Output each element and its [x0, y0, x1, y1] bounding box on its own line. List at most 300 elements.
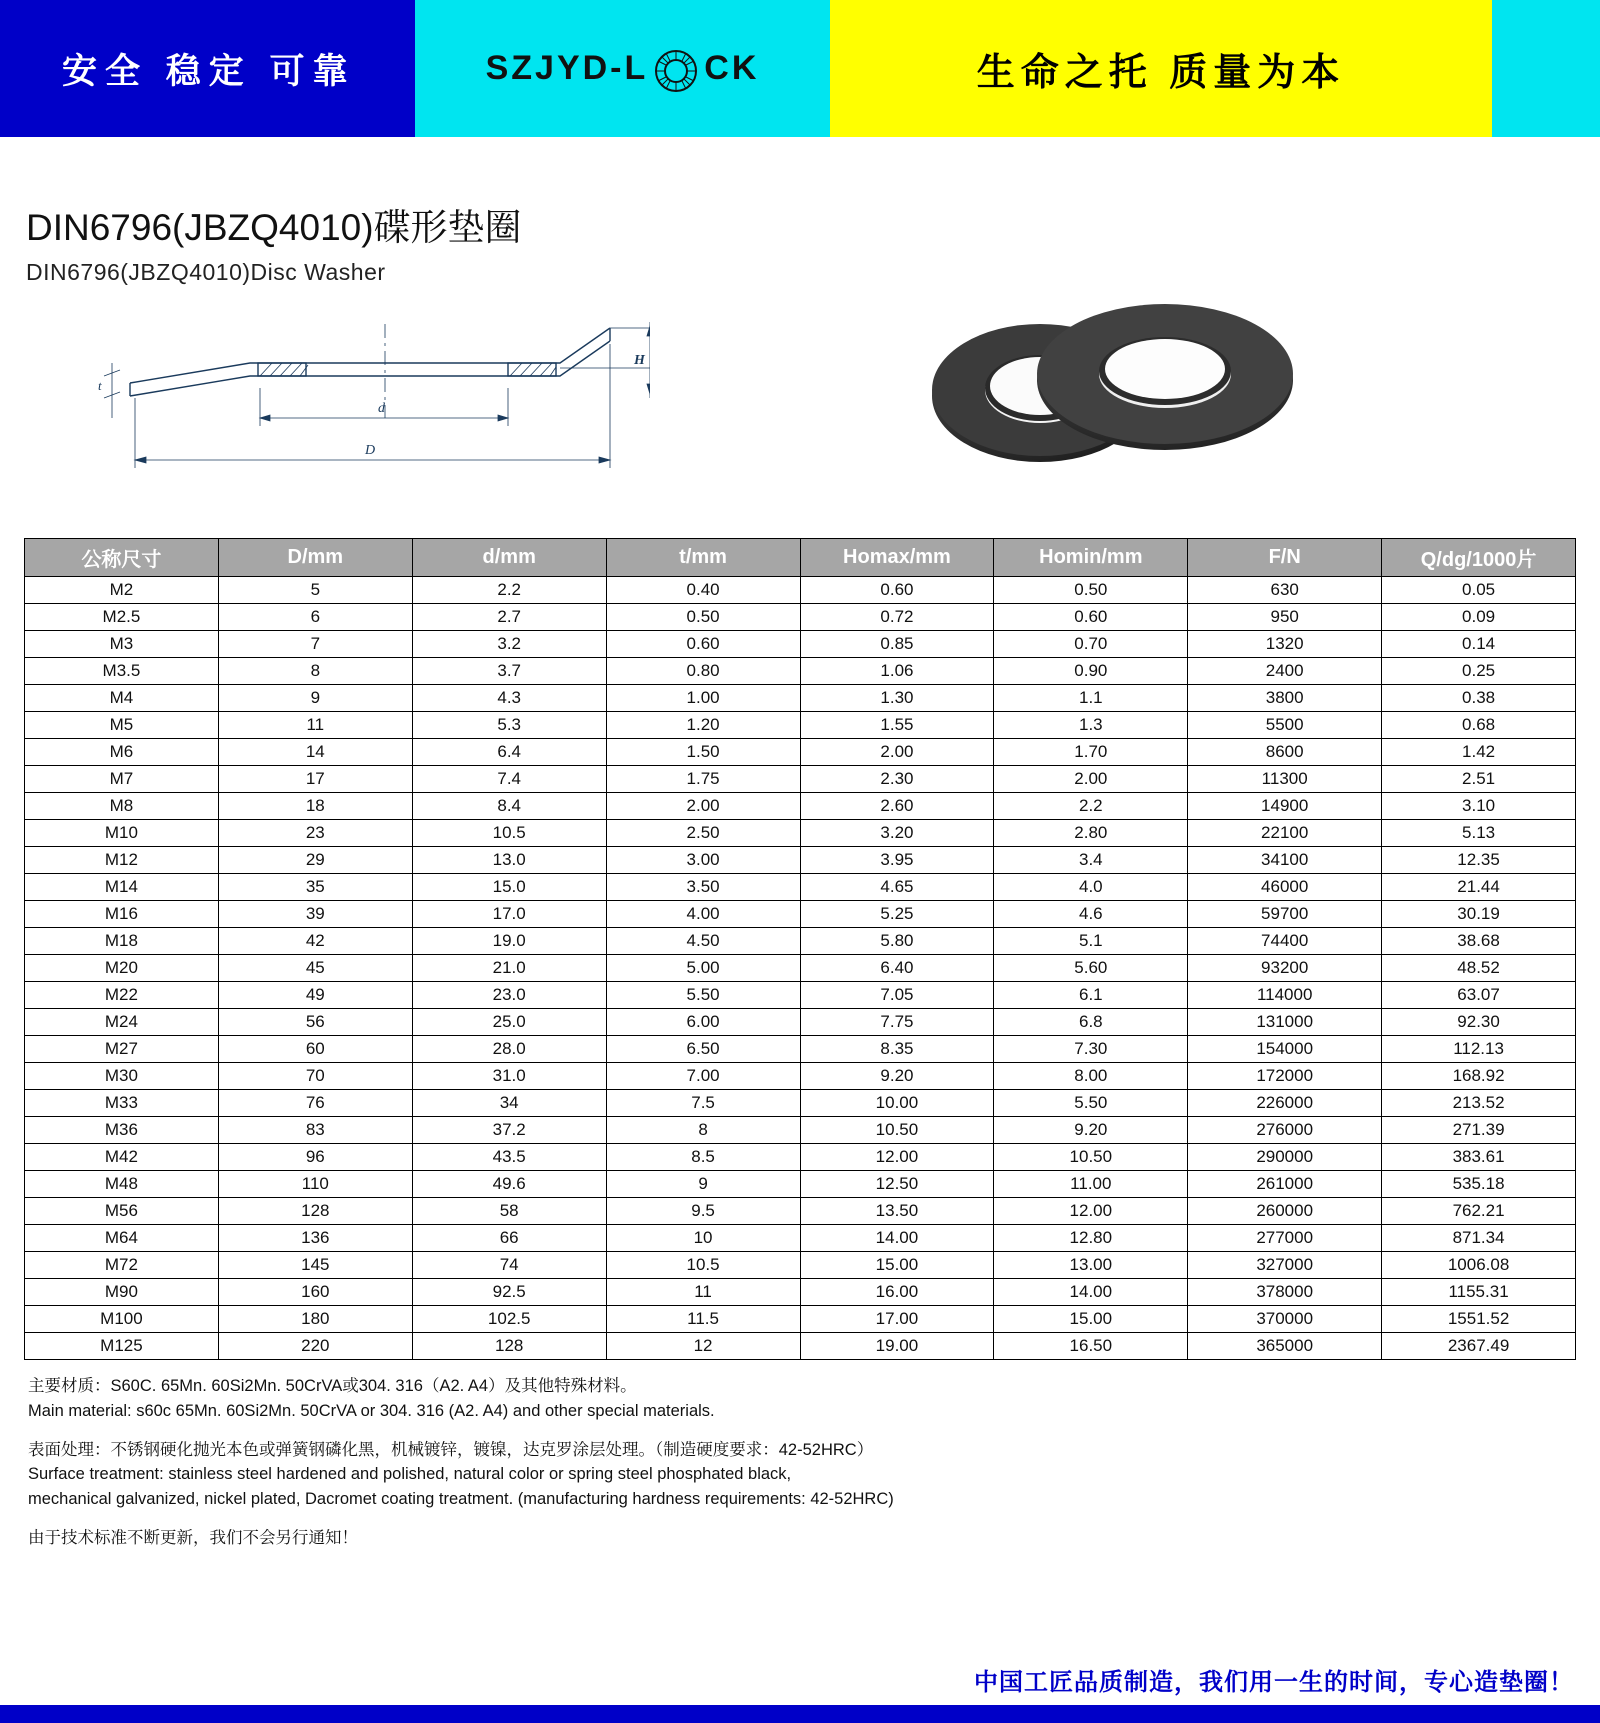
- table-cell: 3.50: [606, 874, 800, 901]
- table-row: [25, 766, 1576, 793]
- table-row: [25, 1225, 1576, 1252]
- table-cell: 39: [218, 901, 412, 928]
- table-cell: 74: [412, 1252, 606, 1279]
- table-cell: 59700: [1188, 901, 1382, 928]
- table-row: [25, 1117, 1576, 1144]
- table-cell: 2400: [1188, 658, 1382, 685]
- table-cell: 8: [606, 1117, 800, 1144]
- table-cell: 5.00: [606, 955, 800, 982]
- svg-text:d: d: [378, 401, 385, 416]
- table-cell: 0.25: [1382, 658, 1576, 685]
- table-cell: 56: [218, 1009, 412, 1036]
- table-cell: 17.00: [800, 1306, 994, 1333]
- table-header-row: [25, 539, 1576, 577]
- table-cell: 37.2: [412, 1117, 606, 1144]
- table-cell: 8.00: [994, 1063, 1188, 1090]
- table-cell: 7.75: [800, 1009, 994, 1036]
- table-cell: 34100: [1188, 847, 1382, 874]
- table-cell: 180: [218, 1306, 412, 1333]
- table-row: [25, 577, 1576, 604]
- table-cell: 2.2: [994, 793, 1188, 820]
- table-cell: 128: [412, 1333, 606, 1360]
- table-cell: 74400: [1188, 928, 1382, 955]
- table-cell: 2.60: [800, 793, 994, 820]
- table-cell: 4.6: [994, 901, 1188, 928]
- table-cell: 30.19: [1382, 901, 1576, 928]
- table-cell: 370000: [1188, 1306, 1382, 1333]
- table-cell: 2.2: [412, 577, 606, 604]
- table-cell: 2.30: [800, 766, 994, 793]
- table-row: [25, 685, 1576, 712]
- table-cell: 131000: [1188, 1009, 1382, 1036]
- table-cell: 12.50: [800, 1171, 994, 1198]
- table-cell: 13.50: [800, 1198, 994, 1225]
- table-cell: 290000: [1188, 1144, 1382, 1171]
- table-cell: 3.10: [1382, 793, 1576, 820]
- table-cell: 35: [218, 874, 412, 901]
- table-cell: 5.25: [800, 901, 994, 928]
- table-cell: 23.0: [412, 982, 606, 1009]
- table-row: [25, 1036, 1576, 1063]
- table-cell: 0.60: [606, 631, 800, 658]
- table-cell: 6.8: [994, 1009, 1188, 1036]
- table-cell: M24: [25, 1009, 219, 1036]
- table-cell: 13.0: [412, 847, 606, 874]
- table-cell: 9.20: [800, 1063, 994, 1090]
- table-cell: 7.4: [412, 766, 606, 793]
- table-cell: 1.06: [800, 658, 994, 685]
- svg-text:H: H: [634, 353, 645, 368]
- table-cell: 7.30: [994, 1036, 1188, 1063]
- table-cell: 25.0: [412, 1009, 606, 1036]
- table-cell: 5.50: [606, 982, 800, 1009]
- table-cell: 276000: [1188, 1117, 1382, 1144]
- svg-text:t: t: [98, 378, 102, 393]
- table-cell: 1.30: [800, 685, 994, 712]
- spec-table: [24, 538, 1576, 1360]
- table-cell: 0.70: [994, 631, 1188, 658]
- table-row: [25, 793, 1576, 820]
- table-cell: 1.1: [994, 685, 1188, 712]
- table-cell: 4.50: [606, 928, 800, 955]
- table-cell: 226000: [1188, 1090, 1382, 1117]
- table-cell: 0.60: [994, 604, 1188, 631]
- update-note: 由于技术标准不断更新，我们不会另行通知！: [28, 1528, 358, 1547]
- table-cell: M27: [25, 1036, 219, 1063]
- svg-text:D: D: [365, 443, 376, 458]
- banner-left-panel: [0, 0, 415, 137]
- table-cell: 21.44: [1382, 874, 1576, 901]
- table-row: [25, 1009, 1576, 1036]
- logo-text-part2: CK: [704, 49, 760, 87]
- table-cell: 6.00: [606, 1009, 800, 1036]
- column-header-homin: Homin/mm: [994, 539, 1188, 577]
- table-cell: M33: [25, 1090, 219, 1117]
- table-cell: M10: [25, 820, 219, 847]
- table-cell: 114000: [1188, 982, 1382, 1009]
- table-cell: 6.4: [412, 739, 606, 766]
- table-cell: 0.85: [800, 631, 994, 658]
- table-row: [25, 955, 1576, 982]
- table-cell: 136: [218, 1225, 412, 1252]
- table-cell: 18: [218, 793, 412, 820]
- table-cell: 154000: [1188, 1036, 1382, 1063]
- column-header-size: 公称尺寸: [25, 539, 219, 577]
- table-cell: 6.1: [994, 982, 1188, 1009]
- table-cell: 950: [1188, 604, 1382, 631]
- table-row: [25, 874, 1576, 901]
- table-row: [25, 901, 1576, 928]
- table-cell: 168.92: [1382, 1063, 1576, 1090]
- table-cell: 7.05: [800, 982, 994, 1009]
- table-cell: 46000: [1188, 874, 1382, 901]
- table-cell: 5.50: [994, 1090, 1188, 1117]
- table-cell: 16.00: [800, 1279, 994, 1306]
- table-cell: M22: [25, 982, 219, 1009]
- table-row: [25, 658, 1576, 685]
- table-cell: 220: [218, 1333, 412, 1360]
- table-cell: 0.90: [994, 658, 1188, 685]
- table-cell: 1551.52: [1382, 1306, 1576, 1333]
- table-cell: 21.0: [412, 955, 606, 982]
- table-cell: M12: [25, 847, 219, 874]
- table-cell: 9: [218, 685, 412, 712]
- table-cell: M14: [25, 874, 219, 901]
- table-row: [25, 1063, 1576, 1090]
- page-title: DIN6796(JBZQ4010)碟形垫圈: [26, 207, 522, 248]
- table-cell: 14.00: [800, 1225, 994, 1252]
- table-cell: 0.40: [606, 577, 800, 604]
- column-header-D: D/mm: [218, 539, 412, 577]
- table-cell: 871.34: [1382, 1225, 1576, 1252]
- table-row: [25, 1252, 1576, 1279]
- surface-note: [28, 1438, 1572, 1512]
- banner-edge-accent: [1492, 0, 1600, 137]
- table-cell: M36: [25, 1117, 219, 1144]
- table-cell: 42: [218, 928, 412, 955]
- table-cell: 5.60: [994, 955, 1188, 982]
- table-cell: 49: [218, 982, 412, 1009]
- table-row: [25, 739, 1576, 766]
- table-cell: 15.0: [412, 874, 606, 901]
- table-cell: 1.20: [606, 712, 800, 739]
- table-row: [25, 604, 1576, 631]
- surface-note-cn: 表面处理：不锈钢硬化抛光本色或弹簧钢磷化黑，机械镀锌，镀镍，达克罗涂层处理。（制造硬度要求：42-52HRC）: [28, 1440, 874, 1459]
- table-cell: 2.7: [412, 604, 606, 631]
- table-cell: M2.5: [25, 604, 219, 631]
- table-cell: 3.00: [606, 847, 800, 874]
- table-cell: 0.50: [994, 577, 1188, 604]
- table-cell: 15.00: [994, 1306, 1188, 1333]
- table-cell: 5.13: [1382, 820, 1576, 847]
- table-cell: M125: [25, 1333, 219, 1360]
- notes-section: [0, 1360, 1600, 1551]
- table-cell: 0.09: [1382, 604, 1576, 631]
- table-cell: 34: [412, 1090, 606, 1117]
- column-header-t: t/mm: [606, 539, 800, 577]
- logo-text-part1: SZJYD-L: [485, 49, 649, 87]
- table-cell: 10.5: [606, 1252, 800, 1279]
- table-cell: 4.00: [606, 901, 800, 928]
- table-cell: M16: [25, 901, 219, 928]
- table-cell: 19.00: [800, 1333, 994, 1360]
- table-cell: 0.50: [606, 604, 800, 631]
- banner-logo-panel: [415, 0, 830, 137]
- table-cell: 0.60: [800, 577, 994, 604]
- table-cell: M72: [25, 1252, 219, 1279]
- table-cell: 8.4: [412, 793, 606, 820]
- table-cell: 160: [218, 1279, 412, 1306]
- table-cell: 58: [412, 1198, 606, 1225]
- table-cell: 12.35: [1382, 847, 1576, 874]
- table-row: [25, 631, 1576, 658]
- table-cell: 2.00: [800, 739, 994, 766]
- table-cell: 128: [218, 1198, 412, 1225]
- table-cell: 8: [218, 658, 412, 685]
- table-cell: 5.3: [412, 712, 606, 739]
- surface-note-en-line2: mechanical galvanized, nickel plated, Dacromet coating treatment. (manufacturing hardness requirements: 42-52HRC): [28, 1490, 894, 1508]
- table-cell: 8.35: [800, 1036, 994, 1063]
- table-cell: 1.3: [994, 712, 1188, 739]
- table-cell: 7.00: [606, 1063, 800, 1090]
- table-cell: M20: [25, 955, 219, 982]
- table-cell: 29: [218, 847, 412, 874]
- table-cell: M56: [25, 1198, 219, 1225]
- table-cell: 9: [606, 1171, 800, 1198]
- table-cell: 14: [218, 739, 412, 766]
- page-footer: [0, 1651, 1600, 1723]
- table-cell: 23: [218, 820, 412, 847]
- table-cell: 3.7: [412, 658, 606, 685]
- table-cell: 92.30: [1382, 1009, 1576, 1036]
- table-row: [25, 928, 1576, 955]
- table-cell: 11: [606, 1279, 800, 1306]
- table-cell: 762.21: [1382, 1198, 1576, 1225]
- table-cell: 5.1: [994, 928, 1188, 955]
- table-cell: 4.65: [800, 874, 994, 901]
- table-cell: 6: [218, 604, 412, 631]
- table-cell: 7.5: [606, 1090, 800, 1117]
- table-row: [25, 1171, 1576, 1198]
- table-cell: 112.13: [1382, 1036, 1576, 1063]
- table-cell: 260000: [1188, 1198, 1382, 1225]
- table-cell: 145: [218, 1252, 412, 1279]
- table-cell: 60: [218, 1036, 412, 1063]
- table-cell: 8.5: [606, 1144, 800, 1171]
- company-logo: [486, 43, 760, 95]
- table-cell: 12.00: [800, 1144, 994, 1171]
- table-cell: 4.3: [412, 685, 606, 712]
- table-row: [25, 847, 1576, 874]
- column-header-homax: Homax/mm: [800, 539, 994, 577]
- title-block: [0, 137, 1600, 286]
- table-cell: 271.39: [1382, 1117, 1576, 1144]
- footer-slogan: 中国工匠品质制造，我们用一生的时间，专心造垫圈！: [974, 1669, 1574, 1696]
- table-cell: 48.52: [1382, 955, 1576, 982]
- table-row: [25, 1198, 1576, 1225]
- table-body: [25, 577, 1576, 1360]
- table-cell: 10.50: [994, 1144, 1188, 1171]
- table-cell: 6.40: [800, 955, 994, 982]
- table-cell: 2.80: [994, 820, 1188, 847]
- table-cell: 1006.08: [1382, 1252, 1576, 1279]
- table-cell: 2.00: [994, 766, 1188, 793]
- table-cell: 10.50: [800, 1117, 994, 1144]
- table-cell: 11: [218, 712, 412, 739]
- table-cell: 38.68: [1382, 928, 1576, 955]
- table-cell: 213.52: [1382, 1090, 1576, 1117]
- table-cell: 15.00: [800, 1252, 994, 1279]
- footer-bar: [0, 1705, 1600, 1723]
- table-cell: 0.05: [1382, 577, 1576, 604]
- table-row: [25, 982, 1576, 1009]
- table-cell: 630: [1188, 577, 1382, 604]
- table-cell: 10.00: [800, 1090, 994, 1117]
- table-cell: 49.6: [412, 1171, 606, 1198]
- table-cell: 63.07: [1382, 982, 1576, 1009]
- table-row: [25, 1306, 1576, 1333]
- table-cell: 45: [218, 955, 412, 982]
- table-cell: 17.0: [412, 901, 606, 928]
- table-cell: 110: [218, 1171, 412, 1198]
- table-cell: 5: [218, 577, 412, 604]
- table-cell: 4.0: [994, 874, 1188, 901]
- table-cell: 0.14: [1382, 631, 1576, 658]
- table-cell: 93200: [1188, 955, 1382, 982]
- table-cell: 5.80: [800, 928, 994, 955]
- material-note-en: Main material: s60c 65Mn. 60Si2Mn. 50CrVA or 304. 316 (A2. A4) and other special materials.: [28, 1401, 715, 1420]
- table-cell: 0.68: [1382, 712, 1576, 739]
- table-cell: 383.61: [1382, 1144, 1576, 1171]
- table-row: [25, 1333, 1576, 1360]
- table-cell: 17: [218, 766, 412, 793]
- table-cell: 9.5: [606, 1198, 800, 1225]
- table-cell: M5: [25, 712, 219, 739]
- table-cell: 92.5: [412, 1279, 606, 1306]
- page-header-banner: [0, 0, 1600, 137]
- table-row: [25, 712, 1576, 739]
- table-cell: 1.70: [994, 739, 1188, 766]
- table-cell: 261000: [1188, 1171, 1382, 1198]
- table-cell: 43.5: [412, 1144, 606, 1171]
- table-cell: 31.0: [412, 1063, 606, 1090]
- table-cell: 3.95: [800, 847, 994, 874]
- table-row: [25, 1279, 1576, 1306]
- figure-row: [0, 298, 1600, 528]
- table-cell: 2.00: [606, 793, 800, 820]
- table-cell: 70: [218, 1063, 412, 1090]
- column-header-d: d/mm: [412, 539, 606, 577]
- table-cell: 7: [218, 631, 412, 658]
- table-cell: 22100: [1188, 820, 1382, 847]
- table-cell: 0.80: [606, 658, 800, 685]
- table-cell: 11300: [1188, 766, 1382, 793]
- table-cell: 1.42: [1382, 739, 1576, 766]
- table-cell: 1.50: [606, 739, 800, 766]
- table-cell: M6: [25, 739, 219, 766]
- material-note: [28, 1374, 1572, 1424]
- column-header-weight: Q/dg/1000片: [1382, 539, 1576, 577]
- column-header-force: F/N: [1188, 539, 1382, 577]
- table-cell: 3.4: [994, 847, 1188, 874]
- table-cell: 2.51: [1382, 766, 1576, 793]
- table-cell: M3: [25, 631, 219, 658]
- table-cell: 66: [412, 1225, 606, 1252]
- table-cell: 1.75: [606, 766, 800, 793]
- table-cell: 1.00: [606, 685, 800, 712]
- banner-right-panel: [830, 0, 1492, 137]
- table-cell: M4: [25, 685, 219, 712]
- table-cell: 28.0: [412, 1036, 606, 1063]
- table-cell: 96: [218, 1144, 412, 1171]
- table-cell: M2: [25, 577, 219, 604]
- table-cell: 365000: [1188, 1333, 1382, 1360]
- table-cell: M100: [25, 1306, 219, 1333]
- table-cell: 16.50: [994, 1333, 1188, 1360]
- table-cell: M90: [25, 1279, 219, 1306]
- table-cell: 10.5: [412, 820, 606, 847]
- table-cell: 14900: [1188, 793, 1382, 820]
- table-cell: 0.72: [800, 604, 994, 631]
- page-subtitle: DIN6796(JBZQ4010)Disc Washer: [26, 259, 386, 285]
- table-cell: 12.80: [994, 1225, 1188, 1252]
- table-cell: 1155.31: [1382, 1279, 1576, 1306]
- table-cell: M48: [25, 1171, 219, 1198]
- table-cell: 12.00: [994, 1198, 1188, 1225]
- product-photo: [900, 278, 1330, 513]
- table-cell: 378000: [1188, 1279, 1382, 1306]
- left-slogan: 安全 稳定 可靠: [62, 51, 356, 91]
- table-cell: 2367.49: [1382, 1333, 1576, 1360]
- table-row: [25, 1144, 1576, 1171]
- table-cell: 3800: [1188, 685, 1382, 712]
- spec-table-wrapper: [0, 538, 1600, 1360]
- table-cell: M42: [25, 1144, 219, 1171]
- table-cell: 8600: [1188, 739, 1382, 766]
- surface-note-en-line1: Surface treatment: stainless steel hardened and polished, natural color or spring steel phosphated black,: [28, 1465, 792, 1484]
- table-cell: M8: [25, 793, 219, 820]
- table-cell: 11.00: [994, 1171, 1188, 1198]
- table-cell: M64: [25, 1225, 219, 1252]
- table-cell: 12: [606, 1333, 800, 1360]
- table-cell: 11.5: [606, 1306, 800, 1333]
- table-cell: M3.5: [25, 658, 219, 685]
- table-cell: 327000: [1188, 1252, 1382, 1279]
- table-row: [25, 1090, 1576, 1117]
- table-cell: 3.20: [800, 820, 994, 847]
- table-cell: 3.2: [412, 631, 606, 658]
- table-cell: 5500: [1188, 712, 1382, 739]
- table-cell: 10: [606, 1225, 800, 1252]
- table-cell: 2.50: [606, 820, 800, 847]
- technical-drawing: [90, 308, 650, 513]
- table-cell: 1.55: [800, 712, 994, 739]
- table-cell: 13.00: [994, 1252, 1188, 1279]
- table-cell: 0.38: [1382, 685, 1576, 712]
- table-cell: 535.18: [1382, 1171, 1576, 1198]
- table-cell: 14.00: [994, 1279, 1188, 1306]
- table-cell: M7: [25, 766, 219, 793]
- gear-icon: [650, 45, 702, 97]
- material-note-cn: 主要材质：S60C. 65Mn. 60Si2Mn. 50CrVA或304. 316（A2. A4）及其他特殊材料。: [28, 1377, 637, 1395]
- table-cell: M18: [25, 928, 219, 955]
- table-cell: 102.5: [412, 1306, 606, 1333]
- table-row: [25, 820, 1576, 847]
- table-cell: 83: [218, 1117, 412, 1144]
- table-cell: M30: [25, 1063, 219, 1090]
- table-cell: 6.50: [606, 1036, 800, 1063]
- table-cell: 277000: [1188, 1225, 1382, 1252]
